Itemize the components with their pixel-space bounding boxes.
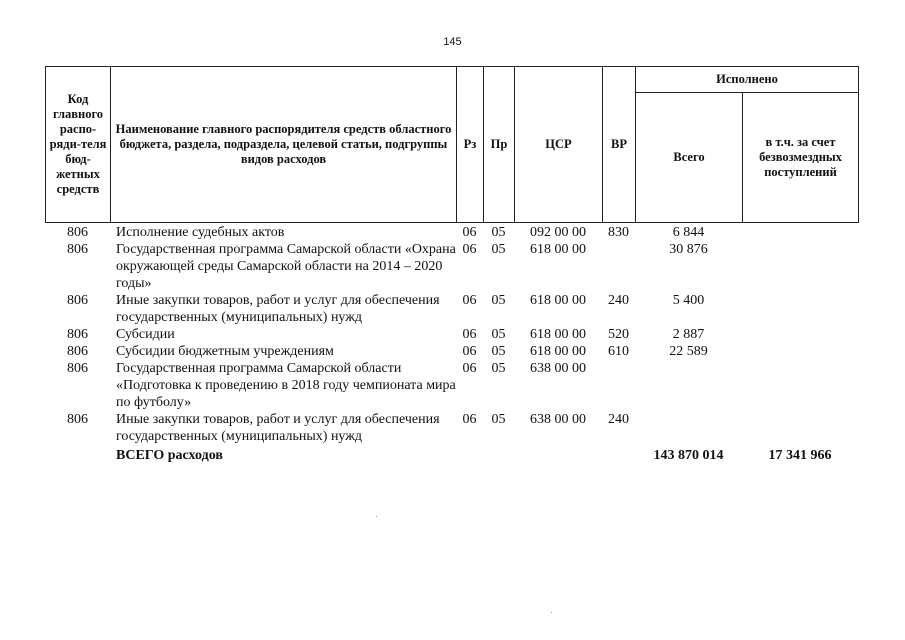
row-code: 806 [67, 293, 88, 308]
row-rz: 06 [462, 412, 477, 427]
row-code: 806 [67, 344, 88, 359]
row-vr: 240 [608, 412, 629, 427]
row-code: 806 [67, 327, 88, 342]
table-row [45, 292, 858, 326]
row-total [635, 411, 742, 445]
header-total: Всего [636, 93, 743, 223]
row-vr [602, 360, 635, 411]
row-pr: 05 [491, 344, 506, 359]
row-rz: 06 [462, 327, 477, 342]
row-total: 2 887 [672, 327, 705, 342]
row-name: Исполнение судебных актов [116, 225, 285, 240]
table-row [45, 326, 858, 343]
row-name: Субсидии [116, 327, 175, 342]
table-row [45, 360, 858, 411]
row-pr: 05 [491, 242, 506, 257]
header-vr: ВР [603, 67, 636, 223]
header-csr: ЦСР [515, 67, 603, 223]
row-code: 806 [67, 412, 88, 427]
row-name: Государственная программа Самарской области «Охрана окружающей среды Самарской области на 2014 – 2020 годы» [116, 242, 456, 291]
header-free: в т.ч. за счет безвозмездных поступлений [743, 93, 859, 223]
table-row [45, 224, 858, 241]
row-free [742, 241, 858, 292]
row-pr: 05 [491, 293, 506, 308]
grand-total-free: 17 341 966 [768, 448, 832, 463]
row-csr: 618 00 00 [530, 327, 586, 342]
row-csr: 618 00 00 [530, 242, 586, 257]
row-csr: 618 00 00 [530, 344, 586, 359]
row-rz: 06 [462, 361, 477, 376]
row-csr: 618 00 00 [530, 293, 586, 308]
table-row [45, 343, 858, 360]
row-rz: 06 [462, 225, 477, 240]
page-number: 145 [443, 36, 462, 48]
row-free [742, 360, 858, 411]
header-code: Код главного распо-ряди-теля бюд-жетных средств [46, 67, 111, 223]
row-pr: 05 [491, 225, 506, 240]
row-free [742, 292, 858, 326]
table-row [45, 241, 858, 292]
row-rz: 06 [462, 293, 477, 308]
row-rz: 06 [462, 344, 477, 359]
row-vr: 610 [608, 344, 629, 359]
row-name: Государственная программа Самарской области «Подготовка к проведению в 2018 году чемпионата мира по футболу» [116, 361, 456, 410]
table-row [45, 411, 858, 445]
header-pr: Пр [484, 67, 515, 223]
row-name: Иные закупки товаров, работ и услуг для обеспечения государственных (муниципальных) нужд [116, 293, 440, 325]
row-free [742, 224, 858, 241]
header-name: Наименование главного распорядителя средств областного бюджета, раздела, подраздела, целевой статьи, подгруппы видов расходов [111, 67, 457, 223]
grand-total-label: ВСЕГО расходов [116, 448, 223, 463]
row-total [635, 360, 742, 411]
row-code: 806 [67, 242, 88, 257]
row-vr: 240 [608, 293, 629, 308]
row-name: Субсидии бюджетным учреждениям [116, 344, 334, 359]
row-rz: 06 [462, 242, 477, 257]
row-code: 806 [67, 361, 88, 376]
header-rz: Рз [457, 67, 484, 223]
row-pr: 05 [491, 327, 506, 342]
row-pr: 05 [491, 361, 506, 376]
row-csr: 638 00 00 [530, 412, 586, 427]
row-total: 30 876 [669, 242, 708, 257]
row-vr [602, 241, 635, 292]
row-total: 22 589 [669, 344, 708, 359]
row-free [742, 326, 858, 343]
row-free [742, 411, 858, 445]
row-vr: 830 [608, 225, 629, 240]
row-csr: 092 00 00 [530, 225, 586, 240]
row-free [742, 343, 858, 360]
row-total: 5 400 [672, 293, 705, 308]
table-header [45, 66, 859, 223]
row-csr: 638 00 00 [530, 361, 586, 376]
grand-total-amount: 143 870 014 [653, 448, 724, 463]
grand-total-row [45, 445, 858, 464]
row-vr: 520 [608, 327, 629, 342]
row-code: 806 [67, 225, 88, 240]
table-body [45, 224, 858, 464]
header-executed: Исполнено [636, 67, 859, 93]
row-pr: 05 [491, 412, 506, 427]
row-total: 6 844 [672, 225, 705, 240]
row-name: Иные закупки товаров, работ и услуг для обеспечения государственных (муниципальных) нужд [116, 412, 440, 444]
